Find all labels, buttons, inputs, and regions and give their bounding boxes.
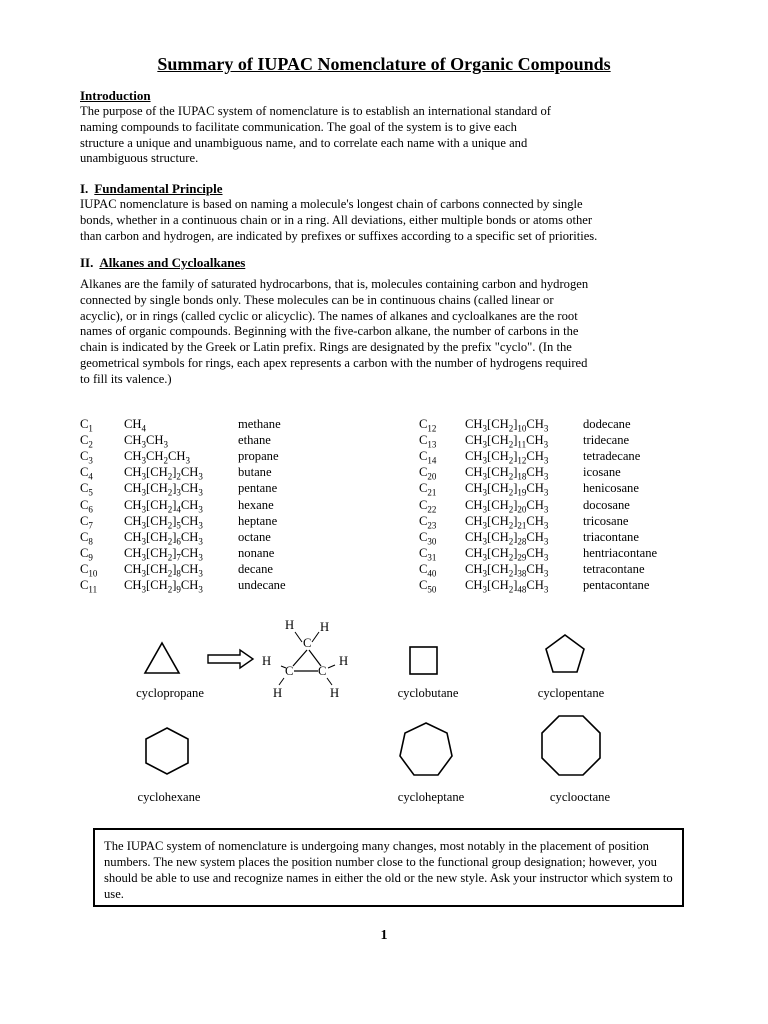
atom-c-right: C	[318, 664, 327, 678]
alkane-name: docosane	[583, 497, 630, 512]
alkane-name: triacontane	[583, 529, 639, 544]
alkane-name: methane	[238, 417, 281, 431]
alkane-name: pentane	[238, 481, 278, 496]
page-title: Summary of IUPAC Nomenclature of Organic Compounds	[157, 54, 611, 74]
condensed-formula: $CH_3CH_3$	[124, 433, 168, 450]
alkane-name: tetradecane	[583, 449, 641, 464]
atom-h-left: H	[262, 654, 272, 668]
alkane-name: undecane	[238, 578, 286, 592]
condensed-formula: $CH_3[CH_2]_{18}CH_3$	[465, 465, 549, 482]
atom-h-bottom-right: H	[330, 686, 340, 700]
condensed-formula: $CH_3[CH_2]_{20}CH_3$	[465, 497, 549, 515]
carbon-count: $C_{30}$	[419, 529, 437, 547]
alkane-name: nonane	[238, 545, 275, 560]
carbon-count: $C_6$	[80, 497, 93, 515]
carbon-count: $C_{40}$	[419, 561, 437, 579]
alkane-name: decane	[238, 561, 273, 576]
cyclopropane-label: cyclopropane	[136, 686, 204, 700]
cyclopropane-structure	[255, 616, 365, 706]
cyclopropane-shape	[142, 640, 182, 676]
alkane-name: icosane	[583, 465, 621, 480]
carbon-count: $C_{13}$	[419, 433, 437, 450]
condensed-formula: $CH_3[CH_2]_{38}CH_3$	[465, 561, 549, 579]
atom-h-right: H	[339, 654, 349, 668]
page-number: 1	[380, 928, 388, 943]
cyclohexane-label: cyclohexane	[137, 790, 201, 804]
condensed-formula: $CH_3[CH_2]_3CH_3$	[124, 481, 203, 498]
alkane-name: hentriacontane	[583, 545, 658, 560]
condensed-formula: $CH_3[CH_2]_{12}CH_3$	[465, 449, 549, 466]
cyclopentane-shape	[542, 632, 588, 676]
condensed-formula: $CH_3[CH_2]_{19}CH_3$	[465, 481, 549, 498]
cyclopentane-label: cyclopentane	[537, 686, 605, 700]
alkane-name: tetracontane	[583, 561, 645, 576]
condensed-formula: $CH_3CH_2CH_3$	[124, 449, 190, 466]
carbon-count: $C_9$	[80, 545, 93, 563]
condensed-formula: $CH_3[CH_2]_6CH_3$	[124, 529, 203, 547]
introduction-heading: Introduction	[80, 88, 151, 103]
carbon-count: $C_{12}$	[419, 417, 437, 434]
alkane-name: butane	[238, 465, 272, 480]
carbon-count: $C_{50}$	[419, 578, 437, 595]
condensed-formula: $CH_3[CH_2]_5CH_3$	[124, 513, 203, 531]
carbon-count: $C_7$	[80, 513, 93, 531]
note-text: The IUPAC system of nomenclature is undergoing many changes, most notably in the placement of position numbers. The new system places the position number close to the functional group designation; however, you should be able to use and recognize names in either the old or the new style. Ask your instructor which system to use.	[104, 839, 673, 901]
atom-h-bottom-left: H	[273, 686, 283, 700]
note-box	[93, 828, 684, 907]
cycloheptane-shape	[396, 720, 456, 780]
carbon-count: $C_4$	[80, 465, 93, 482]
condensed-formula: $CH_3[CH_2]_{11}CH_3$	[465, 433, 549, 450]
alkane-name: heptane	[238, 513, 278, 528]
condensed-formula: $CH_3[CH_2]_{29}CH_3$	[465, 545, 549, 563]
condensed-formula: $CH_3[CH_2]_{10}CH_3$	[465, 417, 549, 434]
condensed-formula: $CH_4$	[124, 417, 146, 434]
condensed-formula: $CH_3[CH_2]_{48}CH_3$	[465, 578, 549, 595]
atom-c-left: C	[285, 664, 294, 678]
carbon-count: $C_{20}$	[419, 465, 437, 482]
condensed-formula: $CH_3[CH_2]_8CH_3$	[124, 561, 203, 579]
section2-heading: II. Alkanes and Cycloalkanes	[80, 255, 246, 270]
introduction-text: The purpose of the IUPAC system of nomenclature is to establish an international standard of naming compounds to facilitate communication. The goal of the system is to give each structure a unique and unambiguous name, and to correlate each name with a unique and unambiguous structure.	[80, 104, 551, 166]
alkane-name: tricosane	[583, 513, 629, 528]
cyclohexane-shape	[142, 725, 192, 777]
carbon-count: $C_1$	[80, 417, 93, 434]
condensed-formula: $CH_3[CH_2]_2CH_3$	[124, 465, 203, 482]
carbon-count: $C_2$	[80, 433, 93, 450]
carbon-count: $C_{22}$	[419, 497, 437, 515]
carbon-count: $C_{10}$	[80, 561, 98, 579]
cyclobutane-shape	[408, 645, 440, 677]
atom-h-top-left: H	[285, 618, 295, 632]
carbon-count: $C_{11}$	[80, 578, 98, 595]
carbon-count: $C_{23}$	[419, 513, 437, 531]
alkane-name: ethane	[238, 433, 271, 448]
carbon-count: $C_{14}$	[419, 449, 437, 466]
alkane-name: tridecane	[583, 433, 630, 448]
alkane-name: pentacontane	[583, 578, 650, 592]
carbon-count: $C_{21}$	[419, 481, 437, 498]
carbon-count: $C_5$	[80, 481, 93, 498]
condensed-formula: $CH_3[CH_2]_9CH_3$	[124, 578, 203, 595]
section1-text: IUPAC nomenclature is based on naming a molecule's longest chain of carbons connected by single bonds, whether in a continuous chain or in a ring. All deviations, either multiple bonds or atoms other than carbon and hydrogen, are indicated by prefixes or suffixes according to a specific set of priorities.	[80, 197, 598, 243]
cyclooctane-label: cyclooctane	[549, 790, 611, 804]
alkane-name: hexane	[238, 497, 274, 512]
carbon-count: $C_3$	[80, 449, 93, 466]
alkane-name: henicosane	[583, 481, 639, 496]
section1-heading: I. Fundamental Principle	[80, 181, 223, 196]
condensed-formula: $CH_3[CH_2]_7CH_3$	[124, 545, 203, 563]
cyclobutane-label: cyclobutane	[397, 686, 459, 700]
atom-c-top: C	[303, 636, 312, 650]
condensed-formula: $CH_3[CH_2]_{28}CH_3$	[465, 529, 549, 547]
cycloheptane-label: cycloheptane	[397, 790, 465, 804]
atom-h-top-right: H	[320, 620, 330, 634]
alkane-name: octane	[238, 529, 271, 544]
alkane-name: dodecane	[583, 417, 631, 431]
condensed-formula: $CH_3[CH_2]_{21}CH_3$	[465, 513, 549, 531]
carbon-count: $C_8$	[80, 529, 93, 547]
carbon-count: $C_{31}$	[419, 545, 437, 563]
cyclooctane-shape	[538, 713, 604, 779]
arrow-icon	[206, 648, 256, 670]
section2-text: Alkanes are the family of saturated hydrocarbons, that is, molecules containing carbon and hydrogen connected by single bonds only. These molecules can be in continuous chains (called linear or acyclic), or in rings (called cyclic or alicyclic). The names of alkanes and cycloalkanes are the root names of organic compounds. Beginning with the five-carbon alkane, the number of carbons in the chain is indicated by the Greek or Latin prefix. Rings are designated by the prefix "cyclo". (In the geometrical symbols for rings, each apex represents a carbon with the number of hydrogens required to fill its valence.)	[80, 277, 589, 386]
condensed-formula: $CH_3[CH_2]_4CH_3$	[124, 497, 203, 515]
alkane-name: propane	[238, 449, 279, 464]
